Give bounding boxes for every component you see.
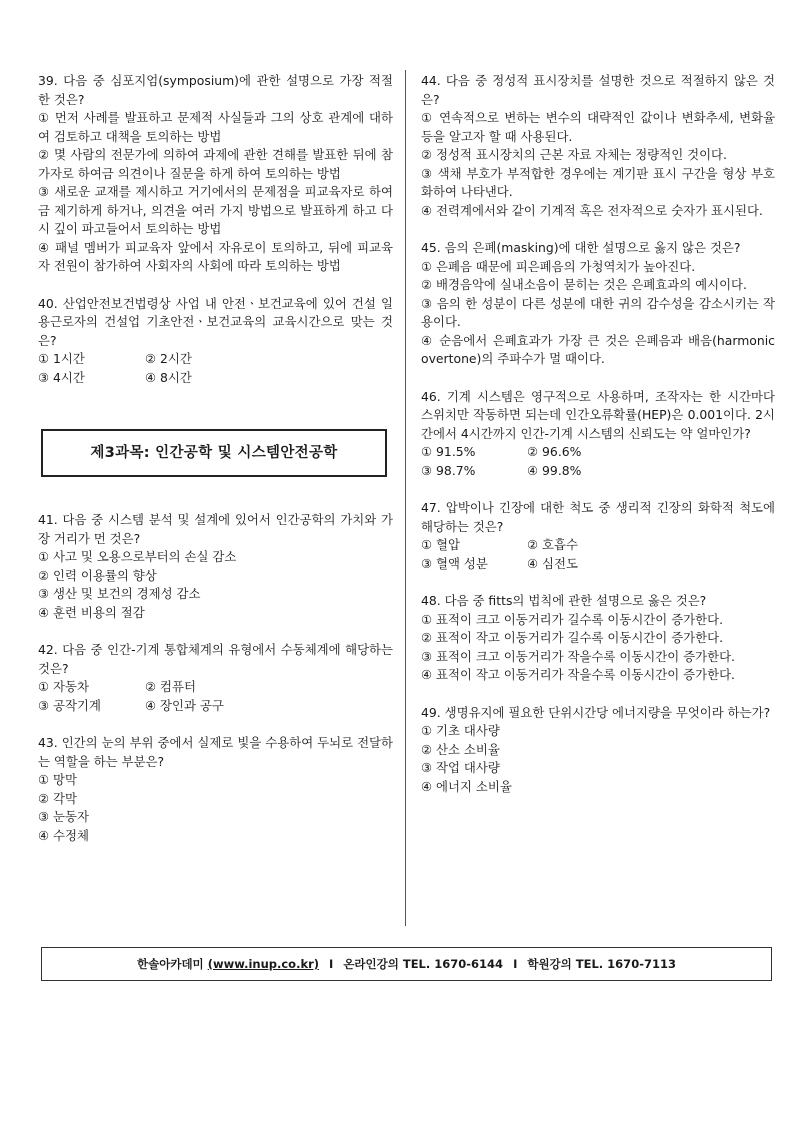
question-48 xyxy=(421,592,775,685)
subject-title-box xyxy=(41,429,387,477)
option: ③ 음의 한 성분이 다른 성분에 대한 귀의 감수성을 감소시키는 작용이다. xyxy=(421,295,775,329)
option: ④ 훈련 비용의 절감 xyxy=(38,604,145,620)
option: ④ 99.8% xyxy=(527,462,582,478)
option: ③ 혈액 성분 xyxy=(421,555,488,571)
option: ① 망막 xyxy=(38,772,77,787)
question-stem: 49. 생명유지에 필요한 단위시간당 에너지량을 무엇이라 하는가? xyxy=(421,704,771,720)
option: ④ 8시간 xyxy=(145,369,192,385)
column-divider xyxy=(405,70,406,926)
option: ① 91.5% xyxy=(421,444,476,459)
option: ② 컴퓨터 xyxy=(145,679,196,694)
options-grid xyxy=(38,678,393,715)
question-stem: 44. 다음 중 정성적 표시장치를 설명한 것으로 적절하지 않은 것은? xyxy=(421,73,775,107)
question-stem: 39. 다음 중 심포지엄(symposium)에 관한 설명으로 가장 적절한 것은? xyxy=(38,73,393,107)
question-46 xyxy=(421,388,775,481)
option: ② 정성적 표시장치의 근본 자료 자체는 정량적인 것이다. xyxy=(421,147,727,162)
question-stem: 41. 다음 중 시스템 분석 및 설계에 있어서 인간공학의 가치와 가장 거리가 먼 것은? xyxy=(38,512,393,546)
question-45 xyxy=(421,239,775,369)
footer-banner xyxy=(41,947,772,981)
question-stem: 42. 다음 중 인간-기계 통합체계의 유형에서 수동체계에 해당하는 것은? xyxy=(38,642,393,676)
question-47 xyxy=(421,499,775,573)
option: ② 호흡수 xyxy=(527,537,578,552)
option: ③ 98.7% xyxy=(421,462,476,478)
option: ④ 순음에서 은폐효과가 가장 큰 것은 은폐음과 배음(harmonic overtone)의 주파수가 멀 때이다. xyxy=(421,332,775,366)
option: ④ 장인과 공구 xyxy=(145,697,224,713)
option: ④ 심전도 xyxy=(527,555,578,571)
question-stem: 40. 산업안전보건법령상 사업 내 안전ㆍ보건교육에 있어 건설 일용근로자의 건설업 기초안전ㆍ보건교육의 교육시간으로 맞는 것은? xyxy=(38,295,393,348)
question-stem: 43. 인간의 눈의 부위 중에서 실제로 빛을 수용하여 두뇌로 전달하는 역할을 하는 부분은? xyxy=(38,735,393,769)
options-grid xyxy=(38,350,393,387)
option: ③ 작업 대사량 xyxy=(421,760,500,775)
left-column xyxy=(38,72,393,864)
option: ① 연속적으로 변하는 변수의 대략적인 값이나 변화추세, 변화율 등을 알고자 할 때 사용된다. xyxy=(421,110,775,144)
option: ④ 패널 멤버가 피교육자 앞에서 자유로이 토의하고, 뒤에 피교육자 전원이 참가하여 사회자의 사회에 따라 토의하는 방법 xyxy=(38,239,393,273)
question-43 xyxy=(38,734,393,845)
option: ④ 에너지 소비율 xyxy=(421,778,512,794)
subject-title: 제3과목: 인간공학 및 시스템안전공학 xyxy=(90,444,338,461)
footer-brand: 한솔아카데미 xyxy=(137,957,204,971)
question-40 xyxy=(38,295,393,388)
option: ① 1시간 xyxy=(38,351,85,366)
option: ③ 색채 부호가 부적합한 경우에는 계기판 표시 구간을 형상 부호화하여 나타낸다. xyxy=(421,165,775,199)
footer-url-link[interactable]: (www.inup.co.kr) xyxy=(207,957,320,971)
question-stem: 46. 기계 시스템은 영구적으로 사용하며, 조작자는 한 시간마다 스위치만 작동하면 되는데 인간오류확률(HEP)은 0.001이다. 2시간에서 4시간까지 인간-기계 시스템의 신뢰도는 약 얼마인가? xyxy=(421,388,775,441)
option: ② 배경음악에 실내소음이 묻히는 것은 은폐효과의 예시이다. xyxy=(421,277,747,292)
question-39 xyxy=(38,72,393,276)
option: ② 각막 xyxy=(38,790,77,806)
option: ② 96.6% xyxy=(527,444,582,459)
option: ① 자동차 xyxy=(38,679,89,694)
option: ② 인력 이용률의 향상 xyxy=(38,567,157,583)
question-stem: 47. 압박이나 긴장에 대한 척도 중 생리적 긴장의 화학적 척도에 해당하는 것은? xyxy=(421,500,775,534)
option: ② 표적이 작고 이동거리가 길수록 이동시간이 증가한다. xyxy=(421,630,724,645)
option: ① 표적이 크고 이동거리가 길수록 이동시간이 증가한다. xyxy=(421,611,724,627)
option: ④ 전력계에서와 같이 기계적 혹은 전자적으로 숫자가 표시된다. xyxy=(421,202,763,218)
question-49 xyxy=(421,704,775,797)
footer-online-phone: 온라인강의 TEL. 1670-6144 xyxy=(343,957,504,971)
option: ③ 눈동자 xyxy=(38,809,89,824)
option: ① 기초 대사량 xyxy=(421,723,500,738)
options-grid xyxy=(421,443,775,480)
option: ② 2시간 xyxy=(145,351,192,366)
option: ③ 4시간 xyxy=(38,369,85,385)
footer-separator: I xyxy=(329,957,334,971)
footer-academy-phone: 학원강의 TEL. 1670-7113 xyxy=(527,957,676,971)
option: ④ 표적이 작고 이동거리가 작을수록 이동시간이 증가한다. xyxy=(421,667,735,682)
option: ④ 수정체 xyxy=(38,827,89,843)
option: ③ 표적이 크고 이동거리가 작을수록 이동시간이 증가한다. xyxy=(421,648,735,664)
option: ① 은폐음 때문에 피은폐음의 가청역치가 높아진다. xyxy=(421,258,696,274)
option: ③ 생산 및 보건의 경제성 감소 xyxy=(38,586,201,601)
question-41 xyxy=(38,511,393,622)
question-stem: 48. 다음 중 fitts의 법칙에 관한 설명으로 옳은 것은? xyxy=(421,593,707,608)
option: ③ 새로운 교재를 제시하고 거기에서의 문제점을 피교육자로 하여금 제기하게 하거나, 의견을 여러 가지 방법으로 발표하게 하고 다시 깊이 파고들어서 토의하는 방법 xyxy=(38,184,393,236)
right-column xyxy=(421,72,775,815)
option: ③ 공작기계 xyxy=(38,697,101,713)
option: ① 먼저 사례를 발표하고 문제적 사실들과 그의 상호 관계에 대하여 검토하고 대책을 토의하는 방법 xyxy=(38,110,393,144)
question-42 xyxy=(38,641,393,715)
option: ① 혈압 xyxy=(421,537,460,552)
question-stem: 45. 음의 은폐(masking)에 대한 설명으로 옳지 않은 것은? xyxy=(421,240,741,255)
options-grid xyxy=(421,536,775,573)
option: ② 몇 사람의 전문가에 의하여 과제에 관한 견해를 발표한 뒤에 참가자로 하여금 의견이나 질문을 하게 하여 토의하는 방법 xyxy=(38,147,393,181)
option: ② 산소 소비율 xyxy=(421,741,500,757)
footer-separator: I xyxy=(513,957,518,971)
question-44 xyxy=(421,72,775,220)
option: ① 사고 및 오용으로부터의 손실 감소 xyxy=(38,549,237,564)
